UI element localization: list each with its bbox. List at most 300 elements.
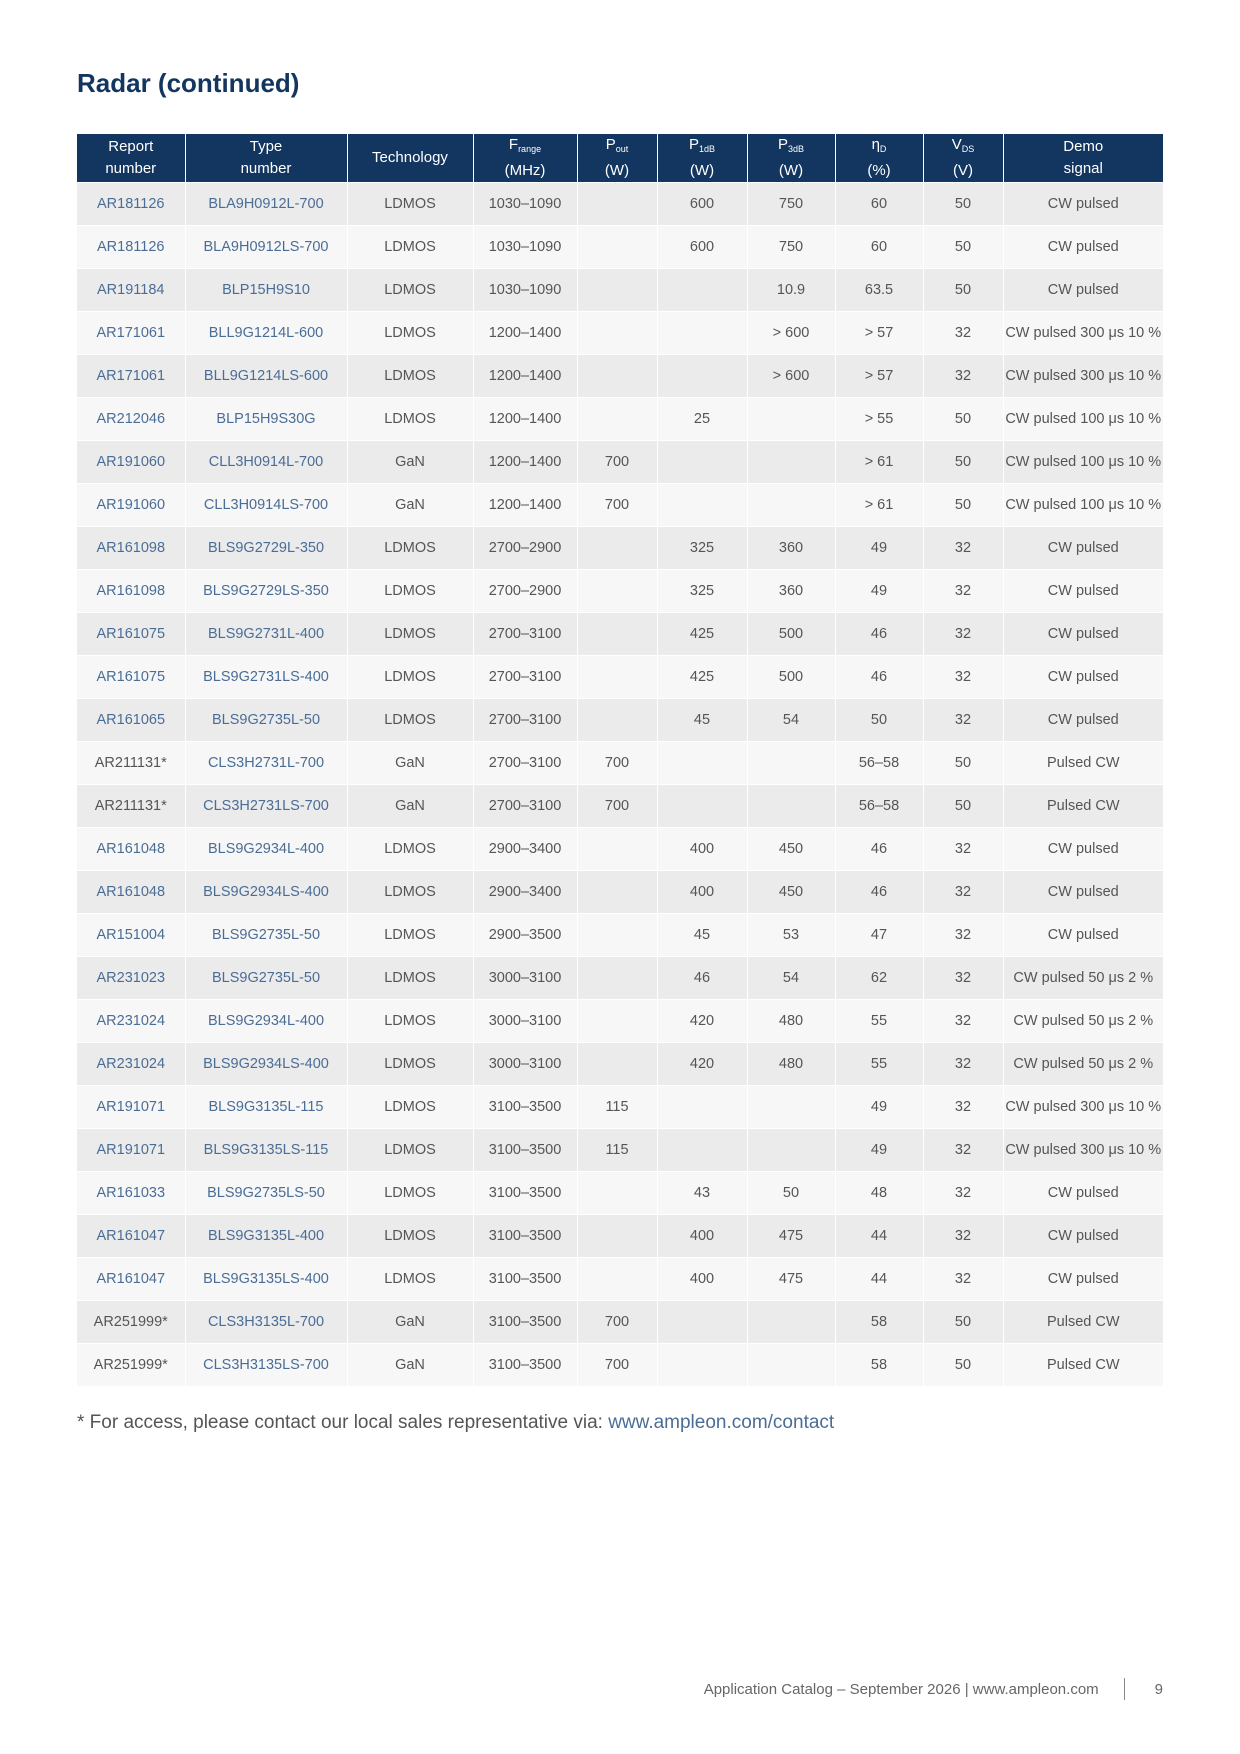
efficiency-cell: 49 bbox=[835, 1129, 923, 1172]
pout-cell: 700 bbox=[577, 1301, 657, 1344]
column-header-title bbox=[578, 134, 657, 160]
technology-cell: GaN bbox=[347, 785, 473, 828]
column-header-main: Type bbox=[249, 138, 283, 155]
pout-cell bbox=[577, 226, 657, 269]
technology-cell: LDMOS bbox=[347, 957, 473, 1000]
column-header-main: V bbox=[951, 136, 962, 153]
column-header-unit: (W) bbox=[778, 162, 804, 179]
technology-cell: LDMOS bbox=[347, 1129, 473, 1172]
type-number-cell[interactable]: BLS9G2729L-350 bbox=[185, 527, 347, 570]
efficiency-cell: 44 bbox=[835, 1258, 923, 1301]
table-row bbox=[77, 656, 1163, 699]
column-header-unit: (W) bbox=[604, 162, 630, 179]
demo-signal-cell: CW pulsed bbox=[1003, 269, 1163, 312]
report-number-cell[interactable]: AR161047 bbox=[77, 1215, 185, 1258]
vds-cell: 32 bbox=[923, 1129, 1003, 1172]
column-header-unit: signal bbox=[1063, 160, 1103, 177]
column-header bbox=[77, 134, 185, 183]
footer-text: Application Catalog – September 2026 | www.ampleon.com bbox=[703, 1680, 1099, 1698]
vds-cell: 50 bbox=[923, 441, 1003, 484]
table-row bbox=[77, 742, 1163, 785]
frequency-range-cell: 3000–3100 bbox=[473, 1000, 577, 1043]
column-header bbox=[347, 134, 473, 183]
technology-cell: LDMOS bbox=[347, 355, 473, 398]
report-number-cell[interactable]: AR151004 bbox=[77, 914, 185, 957]
column-header-main: Demo bbox=[1063, 138, 1104, 155]
page-number: 9 bbox=[1154, 1680, 1163, 1698]
type-number-cell[interactable]: BLS9G2934L-400 bbox=[185, 828, 347, 871]
type-number-cell[interactable]: CLS3H2731L-700 bbox=[185, 742, 347, 785]
column-header-subscript: 1dB bbox=[699, 144, 716, 154]
column-header bbox=[185, 134, 347, 183]
table-row bbox=[77, 269, 1163, 312]
pout-cell bbox=[577, 828, 657, 871]
vds-cell: 32 bbox=[923, 699, 1003, 742]
technology-cell: LDMOS bbox=[347, 269, 473, 312]
p3db-cell: 475 bbox=[747, 1258, 835, 1301]
vds-cell: 50 bbox=[923, 226, 1003, 269]
type-number-cell[interactable]: CLS3H3135LS-700 bbox=[185, 1344, 347, 1387]
p3db-cell: 10.9 bbox=[747, 269, 835, 312]
p3db-cell: > 600 bbox=[747, 355, 835, 398]
report-number-cell[interactable]: AR161075 bbox=[77, 613, 185, 656]
report-number-cell[interactable]: AR161047 bbox=[77, 1258, 185, 1301]
technology-cell: LDMOS bbox=[347, 398, 473, 441]
demo-signal-cell: CW pulsed 300 μs 10 % bbox=[1003, 1129, 1163, 1172]
column-header-unit: (MHz) bbox=[504, 162, 546, 179]
pout-cell: 700 bbox=[577, 1344, 657, 1387]
table-row bbox=[77, 1000, 1163, 1043]
technology-cell: LDMOS bbox=[347, 527, 473, 570]
type-number-cell[interactable]: BLS9G3135L-400 bbox=[185, 1215, 347, 1258]
vds-cell: 50 bbox=[923, 742, 1003, 785]
technology-cell: LDMOS bbox=[347, 1086, 473, 1129]
type-number-cell[interactable]: BLA9H0912LS-700 bbox=[185, 226, 347, 269]
table-row bbox=[77, 1129, 1163, 1172]
type-number-cell[interactable]: CLL3H0914LS-700 bbox=[185, 484, 347, 527]
vds-cell: 32 bbox=[923, 1043, 1003, 1086]
report-number-cell[interactable]: AR191060 bbox=[77, 441, 185, 484]
frequency-range-cell: 2700–3100 bbox=[473, 656, 577, 699]
p3db-cell: 360 bbox=[747, 570, 835, 613]
frequency-range-cell: 2700–2900 bbox=[473, 570, 577, 613]
p1db-cell bbox=[657, 312, 747, 355]
type-number-cell[interactable]: BLS9G2735LS-50 bbox=[185, 1172, 347, 1215]
type-number-cell[interactable]: BLS9G2735L-50 bbox=[185, 699, 347, 742]
vds-cell: 32 bbox=[923, 828, 1003, 871]
vds-cell: 50 bbox=[923, 183, 1003, 226]
footnote-text: * For access, please contact our local sales representative via: bbox=[77, 1412, 609, 1433]
p3db-cell bbox=[747, 1301, 835, 1344]
demo-signal-cell: Pulsed CW bbox=[1003, 742, 1163, 785]
vds-cell: 32 bbox=[923, 312, 1003, 355]
table-row bbox=[77, 613, 1163, 656]
p1db-cell bbox=[657, 785, 747, 828]
vds-cell: 32 bbox=[923, 527, 1003, 570]
p3db-cell bbox=[747, 1344, 835, 1387]
frequency-range-cell: 2700–3100 bbox=[473, 699, 577, 742]
report-number-cell[interactable]: AR191071 bbox=[77, 1129, 185, 1172]
page-title: Radar (continued) bbox=[77, 68, 300, 98]
column-header-unit: number bbox=[105, 160, 157, 177]
report-number-cell[interactable]: AR161098 bbox=[77, 527, 185, 570]
column-header-title bbox=[658, 134, 747, 160]
pout-cell bbox=[577, 699, 657, 742]
demo-signal-cell: CW pulsed 50 μs 2 % bbox=[1003, 957, 1163, 1000]
report-number-cell[interactable]: AR161065 bbox=[77, 699, 185, 742]
table-row bbox=[77, 1043, 1163, 1086]
column-header bbox=[835, 134, 923, 183]
efficiency-cell: > 57 bbox=[835, 312, 923, 355]
technology-cell: LDMOS bbox=[347, 656, 473, 699]
report-number-cell[interactable]: AR231024 bbox=[77, 1043, 185, 1086]
frequency-range-cell: 3100–3500 bbox=[473, 1258, 577, 1301]
frequency-range-cell: 3100–3500 bbox=[473, 1172, 577, 1215]
p1db-cell: 400 bbox=[657, 1258, 747, 1301]
table-row bbox=[77, 312, 1163, 355]
pout-cell bbox=[577, 914, 657, 957]
technology-cell: LDMOS bbox=[347, 914, 473, 957]
efficiency-cell: 48 bbox=[835, 1172, 923, 1215]
column-header-main: Report bbox=[108, 138, 154, 155]
demo-signal-cell: Pulsed CW bbox=[1003, 1301, 1163, 1344]
frequency-range-cell: 1200–1400 bbox=[473, 441, 577, 484]
demo-signal-cell: CW pulsed bbox=[1003, 699, 1163, 742]
demo-signal-cell: CW pulsed bbox=[1003, 914, 1163, 957]
p1db-cell: 425 bbox=[657, 656, 747, 699]
footer-divider bbox=[1124, 1678, 1125, 1700]
p3db-cell: > 600 bbox=[747, 312, 835, 355]
table-row bbox=[77, 355, 1163, 398]
report-number-cell[interactable]: AR161033 bbox=[77, 1172, 185, 1215]
radar-product-table bbox=[77, 134, 1163, 1386]
efficiency-cell: 62 bbox=[835, 957, 923, 1000]
type-number-cell[interactable]: BLS9G2735L-50 bbox=[185, 957, 347, 1000]
pout-cell bbox=[577, 1172, 657, 1215]
table-row bbox=[77, 785, 1163, 828]
vds-cell: 32 bbox=[923, 914, 1003, 957]
p3db-cell: 750 bbox=[747, 226, 835, 269]
type-number-cell[interactable]: BLL9G1214LS-600 bbox=[185, 355, 347, 398]
type-number-cell[interactable]: BLS9G2934LS-400 bbox=[185, 871, 347, 914]
pout-cell: 700 bbox=[577, 785, 657, 828]
technology-cell: GaN bbox=[347, 441, 473, 484]
efficiency-cell: 49 bbox=[835, 527, 923, 570]
p1db-cell: 420 bbox=[657, 1043, 747, 1086]
report-number-cell[interactable]: AR191060 bbox=[77, 484, 185, 527]
technology-cell: LDMOS bbox=[347, 828, 473, 871]
type-number-cell[interactable]: BLS9G2731L-400 bbox=[185, 613, 347, 656]
frequency-range-cell: 1200–1400 bbox=[473, 312, 577, 355]
efficiency-cell: 46 bbox=[835, 828, 923, 871]
type-number-cell[interactable]: BLS9G2934L-400 bbox=[185, 1000, 347, 1043]
report-number-cell[interactable]: AR171061 bbox=[77, 355, 185, 398]
column-header-title bbox=[924, 134, 1003, 160]
pout-cell bbox=[577, 1000, 657, 1043]
pout-cell bbox=[577, 570, 657, 613]
report-number-cell[interactable]: AR231024 bbox=[77, 1000, 185, 1043]
p1db-cell: 425 bbox=[657, 613, 747, 656]
p1db-cell bbox=[657, 441, 747, 484]
pout-cell bbox=[577, 355, 657, 398]
p3db-cell: 480 bbox=[747, 1000, 835, 1043]
column-header bbox=[923, 134, 1003, 183]
vds-cell: 50 bbox=[923, 785, 1003, 828]
demo-signal-cell: CW pulsed bbox=[1003, 871, 1163, 914]
type-number-cell[interactable]: CLS3H3135L-700 bbox=[185, 1301, 347, 1344]
p3db-cell bbox=[747, 398, 835, 441]
pout-cell bbox=[577, 1258, 657, 1301]
technology-cell: LDMOS bbox=[347, 699, 473, 742]
type-number-cell[interactable]: BLP15H9S30G bbox=[185, 398, 347, 441]
efficiency-cell: 49 bbox=[835, 1086, 923, 1129]
frequency-range-cell: 1200–1400 bbox=[473, 355, 577, 398]
report-number-cell[interactable]: AR181126 bbox=[77, 226, 185, 269]
pout-cell bbox=[577, 398, 657, 441]
type-number-cell[interactable]: BLA9H0912L-700 bbox=[185, 183, 347, 226]
pout-cell bbox=[577, 183, 657, 226]
report-number-cell[interactable]: AR161098 bbox=[77, 570, 185, 613]
efficiency-cell: 46 bbox=[835, 871, 923, 914]
frequency-range-cell: 3100–3500 bbox=[473, 1301, 577, 1344]
demo-signal-cell: CW pulsed bbox=[1003, 527, 1163, 570]
p1db-cell bbox=[657, 269, 747, 312]
pout-cell bbox=[577, 957, 657, 1000]
table-row bbox=[77, 957, 1163, 1000]
table-row bbox=[77, 398, 1163, 441]
report-number-cell[interactable]: AR191071 bbox=[77, 1086, 185, 1129]
pout-cell: 700 bbox=[577, 441, 657, 484]
vds-cell: 32 bbox=[923, 355, 1003, 398]
table-row bbox=[77, 441, 1163, 484]
frequency-range-cell: 1030–1090 bbox=[473, 183, 577, 226]
table-row bbox=[77, 570, 1163, 613]
vds-cell: 32 bbox=[923, 957, 1003, 1000]
p1db-cell: 400 bbox=[657, 828, 747, 871]
type-number-cell[interactable]: BLS9G3135L-115 bbox=[185, 1086, 347, 1129]
vds-cell: 50 bbox=[923, 398, 1003, 441]
column-header bbox=[1003, 134, 1163, 183]
column-header-title bbox=[836, 134, 923, 160]
p3db-cell: 50 bbox=[747, 1172, 835, 1215]
column-header-title bbox=[1004, 136, 1164, 158]
pout-cell bbox=[577, 613, 657, 656]
table-row bbox=[77, 1344, 1163, 1387]
technology-cell: LDMOS bbox=[347, 613, 473, 656]
vds-cell: 50 bbox=[923, 1301, 1003, 1344]
pout-cell bbox=[577, 312, 657, 355]
column-header-subscript: out bbox=[615, 144, 629, 154]
p1db-cell bbox=[657, 1301, 747, 1344]
p1db-cell bbox=[657, 1129, 747, 1172]
column-header-main: P bbox=[688, 136, 699, 153]
pout-cell bbox=[577, 527, 657, 570]
p1db-cell bbox=[657, 484, 747, 527]
table-row bbox=[77, 699, 1163, 742]
table-row bbox=[77, 1215, 1163, 1258]
frequency-range-cell: 3100–3500 bbox=[473, 1215, 577, 1258]
vds-cell: 32 bbox=[923, 613, 1003, 656]
pout-cell: 115 bbox=[577, 1129, 657, 1172]
p3db-cell: 500 bbox=[747, 656, 835, 699]
type-number-cell[interactable]: BLP15H9S10 bbox=[185, 269, 347, 312]
table-header-row bbox=[77, 134, 1163, 183]
p3db-cell: 54 bbox=[747, 957, 835, 1000]
report-number-cell[interactable]: AR212046 bbox=[77, 398, 185, 441]
frequency-range-cell: 2900–3400 bbox=[473, 828, 577, 871]
p3db-cell: 475 bbox=[747, 1215, 835, 1258]
table-row bbox=[77, 914, 1163, 957]
table-row bbox=[77, 183, 1163, 226]
demo-signal-cell: CW pulsed bbox=[1003, 1215, 1163, 1258]
column-header-main: P bbox=[605, 136, 616, 153]
vds-cell: 32 bbox=[923, 570, 1003, 613]
pout-cell bbox=[577, 871, 657, 914]
p1db-cell: 45 bbox=[657, 699, 747, 742]
report-number-cell[interactable]: AR161048 bbox=[77, 871, 185, 914]
efficiency-cell: 50 bbox=[835, 699, 923, 742]
report-number-cell: AR251999* bbox=[77, 1344, 185, 1387]
efficiency-cell: > 61 bbox=[835, 484, 923, 527]
pout-cell: 700 bbox=[577, 742, 657, 785]
p3db-cell: 360 bbox=[747, 527, 835, 570]
footnote bbox=[77, 1412, 834, 1434]
column-header-subscript: D bbox=[879, 144, 887, 154]
p3db-cell bbox=[747, 1086, 835, 1129]
efficiency-cell: 46 bbox=[835, 613, 923, 656]
demo-signal-cell: CW pulsed 300 μs 10 % bbox=[1003, 312, 1163, 355]
column-header-unit: (W) bbox=[689, 162, 715, 179]
demo-signal-cell: CW pulsed 100 μs 10 % bbox=[1003, 398, 1163, 441]
technology-cell: LDMOS bbox=[347, 226, 473, 269]
efficiency-cell: > 61 bbox=[835, 441, 923, 484]
type-number-cell[interactable]: BLS9G2934LS-400 bbox=[185, 1043, 347, 1086]
efficiency-cell: 63.5 bbox=[835, 269, 923, 312]
column-header-title bbox=[186, 136, 347, 158]
p3db-cell: 53 bbox=[747, 914, 835, 957]
p3db-cell bbox=[747, 742, 835, 785]
p3db-cell: 480 bbox=[747, 1043, 835, 1086]
table-row bbox=[77, 1172, 1163, 1215]
p1db-cell: 45 bbox=[657, 914, 747, 957]
report-number-cell[interactable]: AR161048 bbox=[77, 828, 185, 871]
efficiency-cell: 58 bbox=[835, 1301, 923, 1344]
type-number-cell[interactable]: BLL9G1214L-600 bbox=[185, 312, 347, 355]
frequency-range-cell: 1200–1400 bbox=[473, 398, 577, 441]
p1db-cell bbox=[657, 1344, 747, 1387]
report-number-cell[interactable]: AR181126 bbox=[77, 183, 185, 226]
pout-cell bbox=[577, 656, 657, 699]
vds-cell: 32 bbox=[923, 1000, 1003, 1043]
p1db-cell: 420 bbox=[657, 1000, 747, 1043]
technology-cell: GaN bbox=[347, 484, 473, 527]
report-number-cell[interactable]: AR161075 bbox=[77, 656, 185, 699]
report-number-cell[interactable]: AR191184 bbox=[77, 269, 185, 312]
efficiency-cell: 44 bbox=[835, 1215, 923, 1258]
p1db-cell: 600 bbox=[657, 183, 747, 226]
column-header-subscript: range bbox=[518, 144, 542, 154]
p1db-cell: 46 bbox=[657, 957, 747, 1000]
type-number-cell[interactable]: BLS9G2729LS-350 bbox=[185, 570, 347, 613]
frequency-range-cell: 1030–1090 bbox=[473, 226, 577, 269]
p1db-cell: 43 bbox=[657, 1172, 747, 1215]
demo-signal-cell: Pulsed CW bbox=[1003, 1344, 1163, 1387]
type-number-cell[interactable]: CLS3H2731LS-700 bbox=[185, 785, 347, 828]
type-number-cell[interactable]: CLL3H0914L-700 bbox=[185, 441, 347, 484]
column-header-unit: (%) bbox=[867, 162, 891, 179]
vds-cell: 32 bbox=[923, 871, 1003, 914]
column-header-main: P bbox=[777, 136, 788, 153]
demo-signal-cell: CW pulsed 100 μs 10 % bbox=[1003, 484, 1163, 527]
pout-cell bbox=[577, 1215, 657, 1258]
p1db-cell: 400 bbox=[657, 1215, 747, 1258]
p3db-cell: 750 bbox=[747, 183, 835, 226]
demo-signal-cell: CW pulsed 300 μs 10 % bbox=[1003, 355, 1163, 398]
report-number-cell: AR211131* bbox=[77, 742, 185, 785]
report-number-cell[interactable]: AR231023 bbox=[77, 957, 185, 1000]
efficiency-cell: > 57 bbox=[835, 355, 923, 398]
frequency-range-cell: 3100–3500 bbox=[473, 1086, 577, 1129]
page-footer bbox=[704, 1678, 1163, 1700]
p3db-cell: 450 bbox=[747, 871, 835, 914]
frequency-range-cell: 3000–3100 bbox=[473, 1043, 577, 1086]
column-header-main: Technology bbox=[372, 149, 448, 166]
frequency-range-cell: 2900–3400 bbox=[473, 871, 577, 914]
p3db-cell bbox=[747, 785, 835, 828]
p1db-cell bbox=[657, 1086, 747, 1129]
column-header bbox=[747, 134, 835, 183]
technology-cell: LDMOS bbox=[347, 1215, 473, 1258]
efficiency-cell: 46 bbox=[835, 656, 923, 699]
column-header bbox=[577, 134, 657, 183]
demo-signal-cell: CW pulsed bbox=[1003, 1172, 1163, 1215]
type-number-cell[interactable]: BLS9G2731LS-400 bbox=[185, 656, 347, 699]
demo-signal-cell: CW pulsed 300 μs 10 % bbox=[1003, 1086, 1163, 1129]
column-header-main: η bbox=[871, 136, 880, 153]
column-header-title bbox=[748, 134, 835, 160]
technology-cell: LDMOS bbox=[347, 1000, 473, 1043]
column-header bbox=[473, 134, 577, 183]
p1db-cell: 325 bbox=[657, 527, 747, 570]
table-row bbox=[77, 527, 1163, 570]
report-number-cell[interactable]: AR171061 bbox=[77, 312, 185, 355]
vds-cell: 32 bbox=[923, 656, 1003, 699]
type-number-cell[interactable]: BLS9G3135LS-400 bbox=[185, 1258, 347, 1301]
frequency-range-cell: 2900–3500 bbox=[473, 914, 577, 957]
efficiency-cell: 55 bbox=[835, 1000, 923, 1043]
p3db-cell bbox=[747, 484, 835, 527]
frequency-range-cell: 3100–3500 bbox=[473, 1129, 577, 1172]
table-row bbox=[77, 1258, 1163, 1301]
type-number-cell[interactable]: BLS9G3135LS-115 bbox=[185, 1129, 347, 1172]
demo-signal-cell: CW pulsed bbox=[1003, 226, 1163, 269]
contact-link[interactable]: www.ampleon.com/contact bbox=[608, 1412, 835, 1433]
table-row bbox=[77, 871, 1163, 914]
column-header-subscript: 3dB bbox=[788, 144, 805, 154]
demo-signal-cell: CW pulsed bbox=[1003, 613, 1163, 656]
vds-cell: 32 bbox=[923, 1086, 1003, 1129]
efficiency-cell: 56–58 bbox=[835, 742, 923, 785]
frequency-range-cell: 1030–1090 bbox=[473, 269, 577, 312]
efficiency-cell: 55 bbox=[835, 1043, 923, 1086]
pout-cell bbox=[577, 1043, 657, 1086]
column-header-title bbox=[474, 134, 577, 160]
table-body bbox=[77, 183, 1163, 1387]
frequency-range-cell: 1200–1400 bbox=[473, 484, 577, 527]
p3db-cell: 450 bbox=[747, 828, 835, 871]
efficiency-cell: 49 bbox=[835, 570, 923, 613]
type-number-cell[interactable]: BLS9G2735L-50 bbox=[185, 914, 347, 957]
